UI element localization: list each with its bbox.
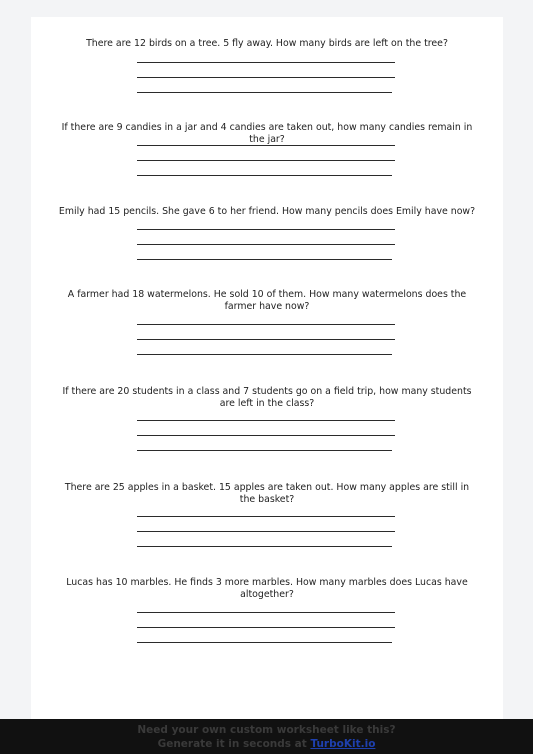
answer-line[interactable] — [137, 92, 392, 93]
answer-line[interactable] — [137, 324, 395, 325]
answer-line[interactable] — [137, 77, 395, 78]
turbokit-link[interactable]: TurboKit.io — [310, 738, 376, 750]
answer-line[interactable] — [137, 546, 392, 547]
answer-line[interactable] — [137, 175, 392, 176]
promo-banner — [0, 719, 533, 754]
worksheet-page — [31, 17, 503, 754]
answer-line[interactable] — [137, 160, 395, 161]
answer-line[interactable] — [137, 516, 395, 517]
answer-line[interactable] — [137, 420, 395, 421]
answer-line[interactable] — [137, 612, 395, 613]
answer-line[interactable] — [137, 62, 395, 63]
question-5: If there are 20 students in a class and 7 students go on a field trip, how many students are left in the class? — [62, 386, 472, 409]
answer-line[interactable] — [137, 531, 395, 532]
answer-line[interactable] — [137, 229, 395, 230]
banner-line-2-prefix: Generate it in seconds at — [157, 738, 311, 750]
banner-line-2 — [0, 737, 533, 751]
question-2: If there are 9 candies in a jar and 4 candies are taken out, how many candies remain in the jar? — [61, 122, 473, 145]
answer-line[interactable] — [137, 354, 392, 355]
question-6: There are 25 apples in a basket. 15 apples are taken out. How many apples are still in the basket? — [64, 482, 470, 505]
answer-line[interactable] — [137, 450, 392, 451]
answer-line[interactable] — [137, 435, 395, 436]
question-7: Lucas has 10 marbles. He finds 3 more marbles. How many marbles does Lucas have altogether? — [66, 577, 468, 600]
answer-line[interactable] — [137, 642, 392, 643]
answer-line[interactable] — [137, 339, 395, 340]
answer-line[interactable] — [137, 259, 392, 260]
answer-line[interactable] — [137, 244, 395, 245]
answer-line[interactable] — [137, 627, 395, 628]
answer-line[interactable] — [137, 145, 395, 146]
question-4: A farmer had 18 watermelons. He sold 10 of them. How many watermelons does the farmer have now? — [67, 289, 467, 312]
banner-line-1: Need your own custom worksheet like this? — [137, 724, 396, 736]
question-3: Emily had 15 pencils. She gave 6 to her friend. How many pencils does Emily have now? — [58, 206, 476, 217]
question-1: There are 12 birds on a tree. 5 fly away. How many birds are left on the tree? — [86, 38, 448, 49]
